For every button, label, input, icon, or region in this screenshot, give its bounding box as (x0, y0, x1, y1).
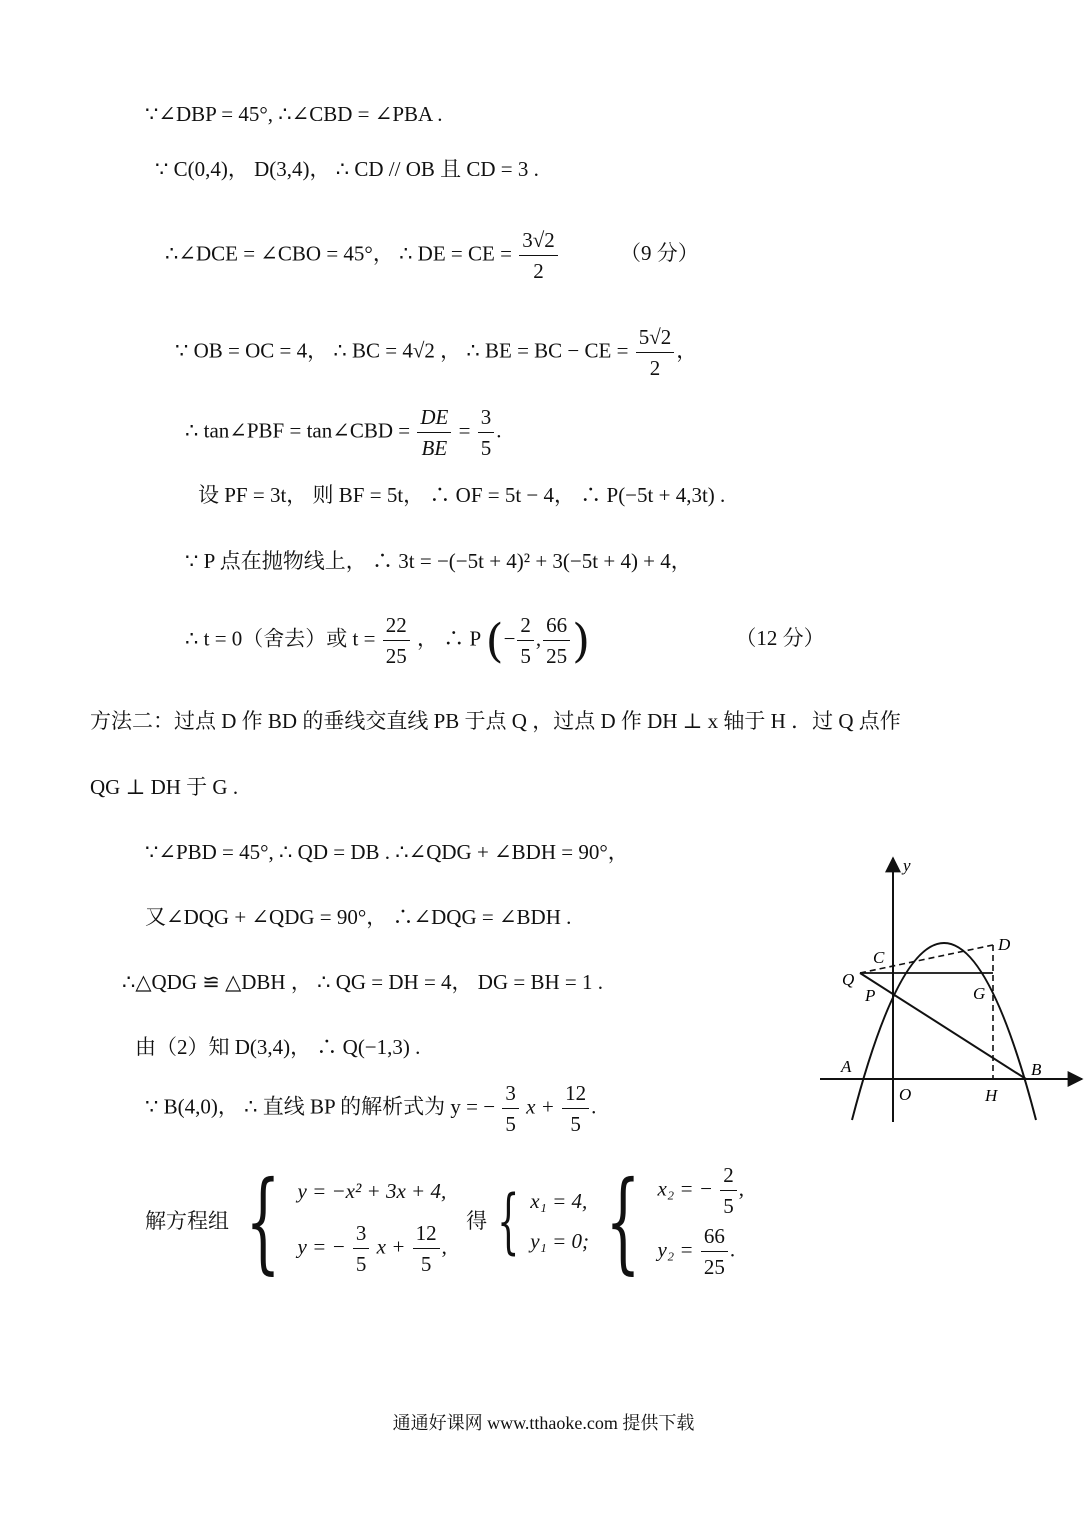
equation-text: x + (376, 1233, 406, 1258)
label-P: P (865, 986, 876, 1005)
equation-system (298, 1164, 447, 1279)
punctuation: , (535, 626, 542, 651)
system-equation-2 (298, 1218, 447, 1279)
system-label: 解方程组 (145, 1209, 229, 1233)
proof-text: ∵∠PBD = 45°, ∴ QD = DB . ∴∠QDG + ∠BDH = 90°， (145, 840, 629, 864)
label-D: D (998, 935, 1011, 954)
denominator: 25 (385, 644, 407, 668)
numerator: 12 (562, 1078, 589, 1109)
solution-1 (530, 1181, 589, 1261)
denominator: 25 (546, 644, 568, 668)
numerator: 3 (353, 1218, 370, 1249)
label-A: A (841, 1057, 852, 1076)
method-two-line-1 (90, 707, 901, 735)
score-note: （12 分） (735, 626, 825, 651)
denominator: 2 (533, 259, 544, 283)
denominator: 5 (570, 1112, 581, 1136)
label-O: O (899, 1085, 912, 1104)
fraction (478, 402, 495, 463)
fraction (543, 610, 570, 671)
label-y: y (903, 856, 911, 875)
proof-line-10 (145, 903, 571, 931)
proof-text: ∴△QDG ≌ △DBH ， ∴ QG = DH = 4， DG = BH = 1 . (122, 970, 603, 994)
proof-line-2 (155, 155, 539, 183)
fraction (353, 1218, 370, 1279)
proof-text: ∵ P 点在抛物线上， ∴ 3t = −(−5t + 4)² + 3(−5t + 4) + 4， (185, 549, 692, 573)
denominator: 2 (649, 356, 661, 380)
label-H: H (985, 1086, 998, 1105)
proof-text: ∵∠DBP = 45°, ∴∠CBD = ∠PBA . (145, 102, 443, 126)
denominator: 5 (355, 1251, 367, 1276)
solution-text: x₁ = 4, (530, 1189, 588, 1213)
solution-label: 得 (466, 1209, 488, 1233)
proof-line-4 (175, 322, 697, 383)
proof-text: 设 PF = 3t， 则 BF = 5t， ∴ OF = 5t − 4， ∴ P(−5t + 4,3t) . (198, 483, 726, 507)
punctuation: . (496, 418, 502, 443)
solution-2 (658, 1160, 744, 1282)
numerator: 66 (543, 610, 570, 641)
proof-text: 方法二：过点 D 作 BD 的垂线交直线 PB 于点 Q ，过点 D 作 DH ⊥ x 轴于 H ．过 Q 点作 (90, 709, 901, 733)
fraction (720, 1160, 737, 1221)
left-paren: ( (485, 613, 504, 668)
proof-line-7 (185, 547, 692, 575)
proof-text: ∴ t = 0（舍去）或 t = (185, 626, 376, 651)
proof-line-8 (185, 610, 825, 671)
numerator: 2 (720, 1160, 737, 1191)
parabola-curve (852, 943, 1036, 1120)
proof-text: ∴ tan∠PBF = tan∠CBD = (185, 418, 411, 443)
fraction (383, 610, 410, 671)
system-equation-1 (298, 1164, 447, 1218)
proof-line-6 (198, 481, 725, 509)
label-B: B (1031, 1060, 1042, 1079)
footer (0, 1409, 1087, 1435)
equation-text: y = −x² + 3x + 4, (297, 1178, 447, 1203)
solution-2-y (658, 1221, 744, 1282)
fraction (502, 1078, 519, 1139)
punctuation: . (729, 1237, 736, 1262)
fraction (413, 1218, 440, 1279)
fraction (562, 1078, 589, 1139)
label-Q: Q (842, 970, 855, 989)
line-BP (860, 973, 1026, 1079)
proof-line-12 (135, 1033, 420, 1061)
proof-text: ∴∠DCE = ∠CBO = 45°， ∴ DE = CE = (165, 241, 512, 266)
fraction (636, 322, 675, 383)
numerator: 12 (413, 1218, 440, 1249)
denominator: 5 (480, 436, 492, 460)
fraction (517, 610, 534, 671)
denominator: 25 (703, 1255, 725, 1279)
equation-text: y = − (297, 1233, 346, 1258)
punctuation: ， (676, 338, 698, 363)
proof-line-11 (122, 968, 603, 996)
solution-text: y₁ = 0; (530, 1229, 590, 1253)
proof-line-1 (145, 100, 443, 128)
numerator: 5√2 (636, 322, 675, 353)
proof-text: ∵ B(4,0)， ∴ 直线 BP 的解析式为 y = − (145, 1094, 496, 1119)
parabola-figure (810, 850, 1085, 1130)
numerator: 3√2 (519, 225, 558, 256)
equals-sign: = (458, 418, 471, 443)
proof-text: QG ⊥ DH 于 G . (90, 775, 239, 799)
left-brace: { (605, 1157, 641, 1285)
denominator: 5 (505, 1112, 516, 1136)
footer-text: 通通好课网 www.tthaoke.com 提供下载 (392, 1413, 695, 1433)
left-brace: { (245, 1157, 281, 1285)
proof-text: ∵ C(0,4)， D(3,4)， ∴ CD // OB 且 CD = 3 . (155, 157, 539, 181)
denominator: 5 (520, 644, 531, 668)
proof-text: 又∠DQG + ∠QDG = 90°， ∴∠DQG = ∠BDH . (145, 905, 572, 929)
numerator: 66 (701, 1221, 728, 1252)
numerator: 22 (383, 610, 410, 641)
proof-text: x + (526, 1094, 555, 1119)
fraction (701, 1221, 728, 1282)
solution-text: x₂ = − (657, 1176, 713, 1201)
numerator: 3 (502, 1078, 519, 1109)
solution-1-x (530, 1181, 589, 1221)
method-two-line-2 (90, 773, 238, 801)
proof-line-3 (165, 225, 699, 286)
proof-line-9 (145, 838, 629, 866)
denominator: 5 (723, 1194, 734, 1218)
solution-2-x (658, 1160, 744, 1221)
numerator: 2 (517, 610, 534, 641)
numerator: DE (417, 402, 451, 433)
right-paren: ) (572, 613, 591, 668)
fraction (417, 402, 451, 463)
left-brace: { (497, 1180, 520, 1262)
proof-text: ∵ OB = OC = 4， ∴ BC = 4√2 ， ∴ BE = BC − CE = (175, 338, 629, 363)
solution-1-y (530, 1221, 589, 1261)
fraction (519, 225, 558, 286)
minus-sign: − (503, 626, 516, 651)
numerator: 3 (478, 402, 495, 433)
score-note: （9 分） (619, 241, 699, 266)
solution-text: y₂ = (657, 1237, 694, 1262)
denominator: BE (421, 436, 448, 460)
punctuation: , (441, 1233, 447, 1258)
proof-line-13 (145, 1078, 596, 1139)
label-C: C (873, 948, 885, 967)
punctuation: . (591, 1094, 597, 1119)
label-G: G (973, 984, 986, 1003)
proof-text: 由（2）知 D(3,4)， ∴ Q(−1,3) . (135, 1035, 421, 1059)
proof-text: ， ∴ P (416, 626, 481, 651)
proof-line-5 (185, 402, 501, 463)
denominator: 5 (420, 1251, 432, 1276)
equation-system-line (145, 1157, 744, 1285)
punctuation: , (738, 1176, 744, 1201)
